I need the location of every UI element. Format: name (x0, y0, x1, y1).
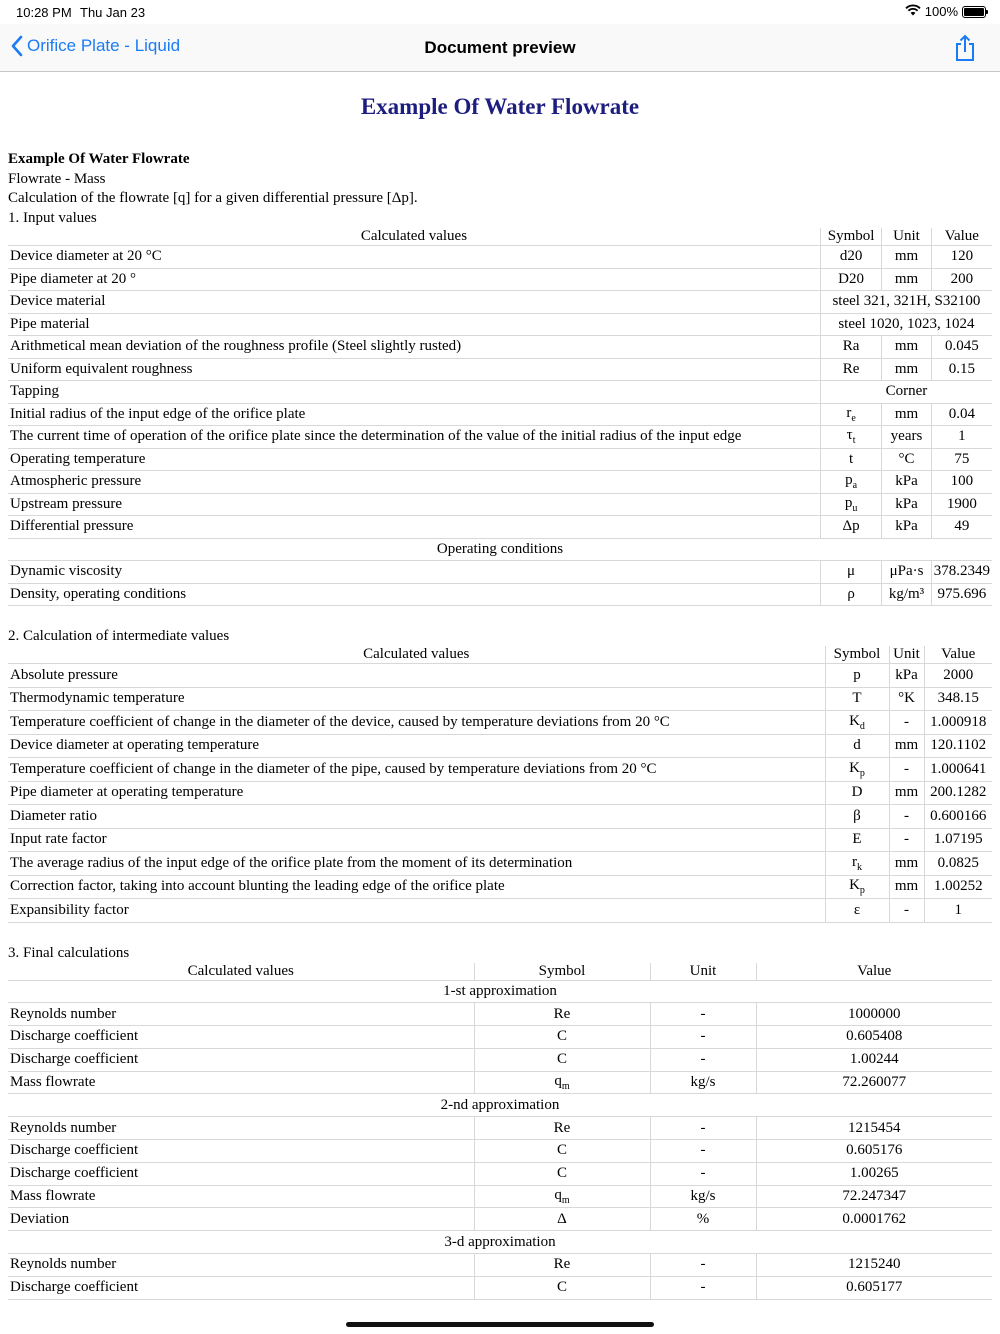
row-label: Operating temperature (8, 448, 820, 471)
row-label: Initial radius of the input edge of the orifice plate (8, 403, 820, 426)
symbol-cell (474, 1140, 650, 1163)
value-cell: 200.1282 (924, 781, 992, 805)
symbol-text: D (851, 784, 863, 801)
status-bar (0, 0, 1000, 24)
approximation-title: 2-nd approximation (8, 1094, 992, 1117)
row-label: Reynolds number (8, 1003, 474, 1026)
symbol-text: Re (553, 1119, 571, 1136)
symbol-subscript: e (851, 412, 856, 424)
symbol-text: q (554, 1187, 562, 1204)
input-values-table (8, 228, 992, 606)
unit-cell: - (889, 758, 924, 782)
row-span-value: Corner (820, 381, 992, 404)
unit-cell: °C (882, 448, 931, 471)
table-row (8, 875, 992, 899)
table-row (8, 291, 992, 314)
symbol-cell (474, 1003, 650, 1026)
table-row (8, 583, 992, 606)
nav-title: Document preview (424, 38, 576, 57)
symbol-cell (820, 583, 881, 606)
table-row (8, 1003, 992, 1026)
row-label: Mass flowrate (8, 1185, 474, 1208)
value-cell: 0.605176 (756, 1140, 992, 1163)
symbol-text: T (852, 690, 862, 707)
table-row (8, 711, 992, 735)
symbol-text: μ (847, 563, 856, 580)
value-cell: 1.000918 (924, 711, 992, 735)
row-label: Temperature coefficient of change in the diameter of the device, caused by temperature deviations from 20 °C (8, 711, 825, 735)
document-heading: Example Of Water Flowrate (8, 151, 190, 167)
table-row (8, 758, 992, 782)
column-header-calc: Calculated values (8, 963, 474, 981)
value-cell: 0.605177 (756, 1276, 992, 1299)
row-label: Thermodynamic temperature (8, 687, 825, 711)
table-row (8, 1185, 992, 1208)
table-row (8, 1254, 992, 1277)
symbol-cell (825, 852, 889, 876)
document-header (8, 150, 992, 228)
value-cell: 72.247347 (756, 1185, 992, 1208)
table-row (8, 246, 992, 269)
document-subtitle: Flowrate - Mass (8, 170, 106, 187)
table-row (8, 1071, 992, 1094)
symbol-cell (474, 1208, 650, 1231)
symbol-text: Ra (842, 338, 860, 355)
value-cell: 348.15 (924, 687, 992, 711)
symbol-text: C (556, 1279, 567, 1296)
row-label: Device diameter at operating temperature (8, 734, 825, 758)
symbol-cell (474, 1185, 650, 1208)
table-row (8, 852, 992, 876)
value-cell: 378.2349 (931, 561, 992, 584)
unit-cell: - (650, 1276, 756, 1299)
row-label: Mass flowrate (8, 1071, 474, 1094)
section-final-calculations: 3. Final calculations (8, 944, 130, 961)
unit-cell: °K (889, 687, 924, 711)
column-header-symbol: Symbol (820, 228, 881, 246)
table-row (8, 1048, 992, 1071)
value-cell: 200 (931, 268, 992, 291)
unit-cell: kPa (882, 516, 931, 539)
unit-cell: μPa·s (882, 561, 931, 584)
row-label: Temperature coefficient of change in the diameter of the pipe, caused by temperature deviations from 20 °C (8, 758, 825, 782)
intermediate-values-table (8, 646, 992, 923)
unit-cell: kg/m³ (882, 583, 931, 606)
table-row (8, 781, 992, 805)
symbol-text: τ (846, 427, 853, 444)
table-row (8, 471, 992, 494)
unit-cell: - (889, 711, 924, 735)
row-label: Discharge coefficient (8, 1162, 474, 1185)
value-cell: 0.0825 (924, 852, 992, 876)
symbol-cell (820, 426, 881, 449)
symbol-cell (820, 516, 881, 539)
value-cell: 0.605408 (756, 1026, 992, 1049)
column-header-value: Value (931, 228, 992, 246)
symbol-text: Δp (842, 518, 860, 535)
unit-cell: - (650, 1026, 756, 1049)
row-label: Input rate factor (8, 828, 825, 852)
value-cell: 1.00252 (924, 875, 992, 899)
unit-cell: mm (882, 268, 931, 291)
symbol-subscript: m (561, 1081, 570, 1093)
row-label: Absolute pressure (8, 664, 825, 688)
unit-cell: kg/s (650, 1185, 756, 1208)
symbol-text: K (849, 712, 860, 729)
row-label: Discharge coefficient (8, 1276, 474, 1299)
value-cell: 100 (931, 471, 992, 494)
navigation-bar (0, 24, 1000, 72)
status-right (905, 4, 986, 19)
symbol-subscript: k (857, 861, 862, 873)
status-date: Thu Jan 23 (80, 5, 146, 20)
symbol-text: C (556, 1165, 567, 1182)
approximation-header-row (8, 1094, 992, 1117)
value-cell: 1 (931, 426, 992, 449)
symbol-text: β (853, 807, 861, 824)
symbol-text: r (852, 853, 857, 870)
table-row (8, 426, 992, 449)
back-button-label: Orifice Plate - Liquid (27, 36, 181, 55)
symbol-text: C (556, 1028, 567, 1045)
symbol-cell (820, 561, 881, 584)
value-cell: 2000 (924, 664, 992, 688)
value-cell: 72.260077 (756, 1071, 992, 1094)
approximation-title: 1-st approximation (8, 980, 992, 1003)
symbol-text: q (554, 1073, 562, 1090)
symbol-cell (474, 1117, 650, 1140)
symbol-cell (474, 1254, 650, 1277)
value-cell: 1000000 (756, 1003, 992, 1026)
status-time: 10:28 PM (16, 5, 72, 20)
table-row (8, 899, 992, 923)
unit-cell: mm (889, 734, 924, 758)
unit-cell: - (650, 1162, 756, 1185)
symbol-subscript: t (852, 435, 856, 447)
share-button[interactable] (954, 34, 976, 67)
table-row (8, 493, 992, 516)
row-label: Reynolds number (8, 1254, 474, 1277)
symbol-text: C (556, 1051, 567, 1068)
symbol-cell (820, 493, 881, 516)
value-cell: 49 (931, 516, 992, 539)
unit-cell: kPa (882, 493, 931, 516)
battery-icon (962, 6, 986, 18)
row-label: Dynamic viscosity (8, 561, 820, 584)
symbol-text: Re (553, 1005, 571, 1022)
symbol-cell (825, 758, 889, 782)
column-header-unit: Unit (889, 646, 924, 664)
unit-cell: - (889, 899, 924, 923)
unit-cell: - (650, 1254, 756, 1277)
battery-percent: 100% (924, 4, 958, 19)
row-label: Density, operating conditions (8, 583, 820, 606)
symbol-cell (820, 471, 881, 494)
unit-cell: kg/s (650, 1071, 756, 1094)
row-label: Pipe material (8, 313, 820, 336)
symbol-cell (820, 448, 881, 471)
table-row (8, 664, 992, 688)
symbol-cell (825, 687, 889, 711)
symbol-cell (474, 1026, 650, 1049)
row-label: Discharge coefficient (8, 1026, 474, 1049)
symbol-subscript: p (859, 885, 865, 897)
approximation-header-row (8, 980, 992, 1003)
document-preview[interactable] (8, 72, 992, 1300)
approximation-header-row (8, 1231, 992, 1254)
symbol-cell (474, 1276, 650, 1299)
unit-cell: mm (882, 358, 931, 381)
row-label: Device diameter at 20 °C (8, 246, 820, 269)
table-row (8, 336, 992, 359)
symbol-cell (825, 828, 889, 852)
table-row (8, 734, 992, 758)
operating-conditions-header: Operating conditions (8, 538, 992, 561)
symbol-text: r (846, 404, 852, 421)
unit-cell: mm (889, 852, 924, 876)
table-row (8, 516, 992, 539)
value-cell: 75 (931, 448, 992, 471)
symbol-text: Re (842, 360, 860, 377)
value-cell: 0.0001762 (756, 1208, 992, 1231)
final-calculations-table (8, 963, 992, 1300)
home-indicator[interactable] (346, 1322, 654, 1327)
column-header-value: Value (924, 646, 992, 664)
table-row (8, 1208, 992, 1231)
back-button[interactable] (10, 34, 180, 58)
row-label: Pipe diameter at 20 ° (8, 268, 820, 291)
value-cell: 0.04 (931, 403, 992, 426)
row-label: Diameter ratio (8, 805, 825, 829)
symbol-text: C (556, 1142, 567, 1159)
symbol-text: p (853, 666, 861, 683)
table-row (8, 805, 992, 829)
value-cell: 0.045 (931, 336, 992, 359)
symbol-cell (820, 358, 881, 381)
symbol-subscript: m (561, 1195, 570, 1207)
symbol-cell (820, 403, 881, 426)
section-input-values: 1. Input values (8, 209, 97, 226)
unit-cell: years (882, 426, 931, 449)
approximation-title: 3-d approximation (8, 1231, 992, 1254)
symbol-text: ρ (847, 585, 855, 602)
value-cell: 1.000641 (924, 758, 992, 782)
table-row (8, 1162, 992, 1185)
column-header-symbol: Symbol (825, 646, 889, 664)
unit-cell: - (889, 828, 924, 852)
column-header-value: Value (756, 963, 992, 981)
column-header-unit: Unit (650, 963, 756, 981)
unit-cell: mm (889, 875, 924, 899)
symbol-cell (825, 899, 889, 923)
symbol-subscript: a (852, 480, 858, 492)
table-row (8, 687, 992, 711)
symbol-text: K (849, 877, 860, 894)
section-intermediate-values: 2. Calculation of intermediate values (8, 628, 230, 644)
symbol-text: d (853, 737, 861, 754)
table-row (8, 448, 992, 471)
table-row (8, 1140, 992, 1163)
symbol-text: p (844, 494, 853, 511)
row-label: The average radius of the input edge of the orifice plate from the moment of its determination (8, 852, 825, 876)
symbol-text: Re (553, 1256, 571, 1273)
symbol-cell (825, 875, 889, 899)
row-label: Discharge coefficient (8, 1048, 474, 1071)
value-cell: 120.1102 (924, 734, 992, 758)
symbol-text: E (852, 831, 862, 848)
table-row (8, 1117, 992, 1140)
unit-cell: % (650, 1208, 756, 1231)
table-row (8, 403, 992, 426)
unit-cell: mm (882, 246, 931, 269)
table-row (8, 1026, 992, 1049)
unit-cell: - (650, 1140, 756, 1163)
document-title: Example Of Water Flowrate (360, 94, 640, 119)
row-span-value: steel 321, 321H, S32100 (820, 291, 992, 314)
value-cell: 1 (924, 899, 992, 923)
row-label: Expansibility factor (8, 899, 825, 923)
symbol-subscript: u (852, 502, 858, 514)
value-cell: 1215454 (756, 1117, 992, 1140)
wifi-icon (905, 4, 921, 19)
table-row (8, 561, 992, 584)
column-header-symbol: Symbol (474, 963, 650, 981)
unit-cell: kPa (882, 471, 931, 494)
value-cell: 0.600166 (924, 805, 992, 829)
symbol-cell (820, 246, 881, 269)
symbol-text: K (849, 759, 860, 776)
value-cell: 1215240 (756, 1254, 992, 1277)
row-span-value: steel 1020, 1023, 1024 (820, 313, 992, 336)
symbol-text: ε (853, 901, 861, 918)
row-label: Device material (8, 291, 820, 314)
row-label: Uniform equivalent roughness (8, 358, 820, 381)
row-label: Pipe diameter at operating temperature (8, 781, 825, 805)
unit-cell: - (889, 805, 924, 829)
row-label: Atmospheric pressure (8, 471, 820, 494)
unit-cell: - (650, 1003, 756, 1026)
row-label: Upstream pressure (8, 493, 820, 516)
value-cell: 1.00265 (756, 1162, 992, 1185)
row-label: Reynolds number (8, 1117, 474, 1140)
symbol-text: d20 (839, 248, 863, 265)
value-cell: 1.00244 (756, 1048, 992, 1071)
table-row (8, 268, 992, 291)
row-label: Discharge coefficient (8, 1140, 474, 1163)
symbol-text: p (845, 472, 853, 489)
symbol-cell (825, 805, 889, 829)
table-row (8, 1276, 992, 1299)
chevron-left-icon (10, 34, 24, 58)
symbol-cell (474, 1162, 650, 1185)
table-row (8, 381, 992, 404)
document-description: Calculation of the flowrate [q] for a given differential pressure [Δp]. (8, 190, 418, 206)
row-label: Differential pressure (8, 516, 820, 539)
unit-cell: mm (882, 403, 931, 426)
unit-cell: - (650, 1048, 756, 1071)
value-cell: 1900 (931, 493, 992, 516)
symbol-text: t (848, 450, 854, 467)
table-row (8, 828, 992, 852)
column-header-calc: Calculated values (8, 228, 820, 246)
unit-cell: mm (882, 336, 931, 359)
symbol-cell (825, 781, 889, 805)
value-cell: 0.15 (931, 358, 992, 381)
symbol-cell (825, 734, 889, 758)
value-cell: 120 (931, 246, 992, 269)
symbol-cell (820, 336, 881, 359)
value-cell: 975.696 (931, 583, 992, 606)
row-label: The current time of operation of the orifice plate since the determination of the value of the initial radius of the input edge (8, 426, 820, 449)
table-row (8, 358, 992, 381)
value-cell: 1.07195 (924, 828, 992, 852)
row-label: Tapping (8, 381, 820, 404)
row-label: Arithmetical mean deviation of the roughness profile (Steel slightly rusted) (8, 336, 820, 359)
symbol-subscript: p (859, 767, 865, 779)
unit-cell: kPa (889, 664, 924, 688)
symbol-cell (820, 268, 881, 291)
symbol-text: D20 (838, 270, 864, 287)
unit-cell: - (650, 1117, 756, 1140)
symbol-subscript: d (859, 720, 865, 732)
symbol-text: Δ (557, 1210, 567, 1227)
unit-cell: mm (889, 781, 924, 805)
row-label: Correction factor, taking into account blunting the leading edge of the orifice plate (8, 875, 825, 899)
table-row (8, 313, 992, 336)
symbol-cell (474, 1071, 650, 1094)
symbol-cell (825, 711, 889, 735)
symbol-cell (825, 664, 889, 688)
row-label: Deviation (8, 1208, 474, 1231)
symbol-cell (474, 1048, 650, 1071)
share-icon (954, 34, 976, 62)
column-header-calc: Calculated values (8, 646, 825, 664)
column-header-unit: Unit (882, 228, 931, 246)
